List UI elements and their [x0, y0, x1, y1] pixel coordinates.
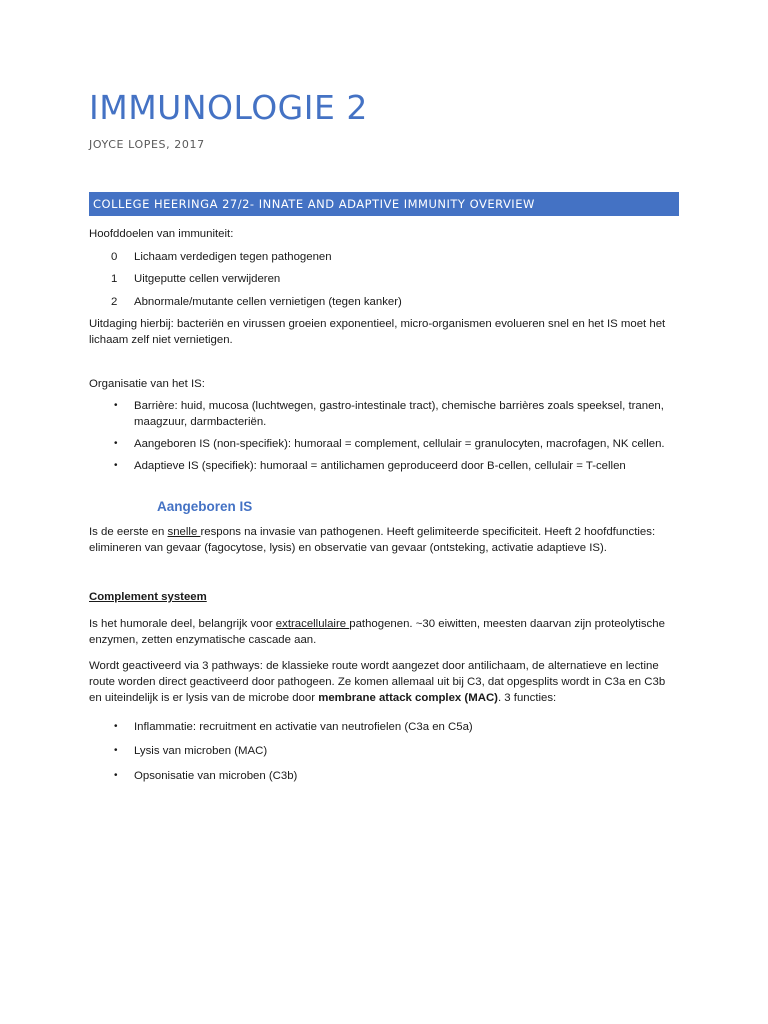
document-title: IMMUNOLOGIE 2 [89, 88, 368, 127]
complement-p2-end: . 3 functies: [497, 692, 557, 704]
bullet-icon: • [114, 770, 118, 781]
complement-p1-start: Is het humorale deel, belangrijk voor [89, 618, 276, 630]
bullet-icon: • [114, 460, 118, 471]
bullet-icon: • [114, 745, 118, 756]
innate-text-end: respons na invasie van pathogenen. Heeft gelimiteerde specificiteit. Heeft 2 hoofdfuncties: elimineren van gevaar (fagocytose, lysis) en observatie van gevaar (ontsteking, activatie adaptieve IS). [89, 526, 656, 554]
complement-function-item: Opsonisatie van microben (C3b) [134, 770, 298, 782]
goal-item: Lichaam verdedigen tegen pathogenen [134, 251, 332, 263]
organisation-item: Barrière: huid, mucosa (luchtwegen, gastro-intestinale tract), chemische barrières zoals speeksel, tranen, maagzuur, darmbacteriën. [134, 400, 664, 428]
complement-p1-end: pathogenen. ~30 eiwitten, meesten daarvan zijn proteolytische enzymen, zetten enzymatische cascade aan. [89, 618, 665, 646]
section-heading: COLLEGE HEERINGA 27/2- INNATE AND ADAPTIVE IMMUNITY OVERVIEW [93, 197, 535, 211]
innate-paragraph [89, 524, 681, 556]
section-heading-band [89, 192, 679, 216]
organisation-item: Aangeboren IS (non-specifiek): humoraal = complement, cellulair = granulocyten, macrofagen, NK cellen. [134, 438, 665, 450]
complement-function-item: Inflammatie: recruitment en activatie van neutrofielen (C3a en C5a) [134, 721, 473, 733]
complement-function-item: Lysis van microben (MAC) [134, 745, 268, 757]
goal-item: Uitgeputte cellen verwijderen [134, 273, 281, 285]
challenge-paragraph: Uitdaging hierbij: bacteriën en virussen groeien exponentieel, micro-organismen evolueren snel en het IS moet het lichaam zelf niet vernietigen. [89, 318, 666, 346]
complement-paragraph-1 [89, 616, 681, 648]
bullet-icon: • [114, 438, 118, 449]
innate-heading: Aangeboren IS [157, 499, 253, 514]
document-subtitle: JOYCE LOPES, 2017 [89, 138, 205, 151]
goal-number: 1 [111, 273, 118, 285]
complement-p2-start: Wordt geactiveerd via 3 pathways: de klassieke route wordt aangezet door antilichaam, de alternatieve en lectine route worden direct geactiveerd door pathogeen. Ze komen allemaal uit bij C3, dat opgesplits wordt in C3a en C3b en uiteindelijk is er lysis van de microbe door [89, 660, 666, 704]
complement-paragraph-2 [89, 658, 681, 706]
bullet-icon: • [114, 400, 118, 411]
innate-text-underlined: snelle [167, 526, 201, 538]
innate-text-start: Is de eerste en [89, 526, 168, 538]
complement-p2-bold: membrane attack complex (MAC) [318, 692, 498, 704]
complement-heading: Complement systeem [89, 591, 207, 603]
goals-intro: Hoofddoelen van immuniteit: [89, 228, 234, 240]
goal-item: Abnormale/mutante cellen vernietigen (tegen kanker) [134, 296, 402, 308]
goal-number: 2 [111, 296, 118, 308]
complement-p1-underlined: extracellulaire [275, 618, 350, 630]
bullet-icon: • [114, 721, 118, 732]
organisation-item: Adaptieve IS (specifiek): humoraal = antilichamen geproduceerd door B-cellen, cellulair = T-cellen [134, 460, 626, 472]
goal-number: 0 [111, 251, 118, 263]
organisation-intro: Organisatie van het IS: [89, 378, 205, 390]
